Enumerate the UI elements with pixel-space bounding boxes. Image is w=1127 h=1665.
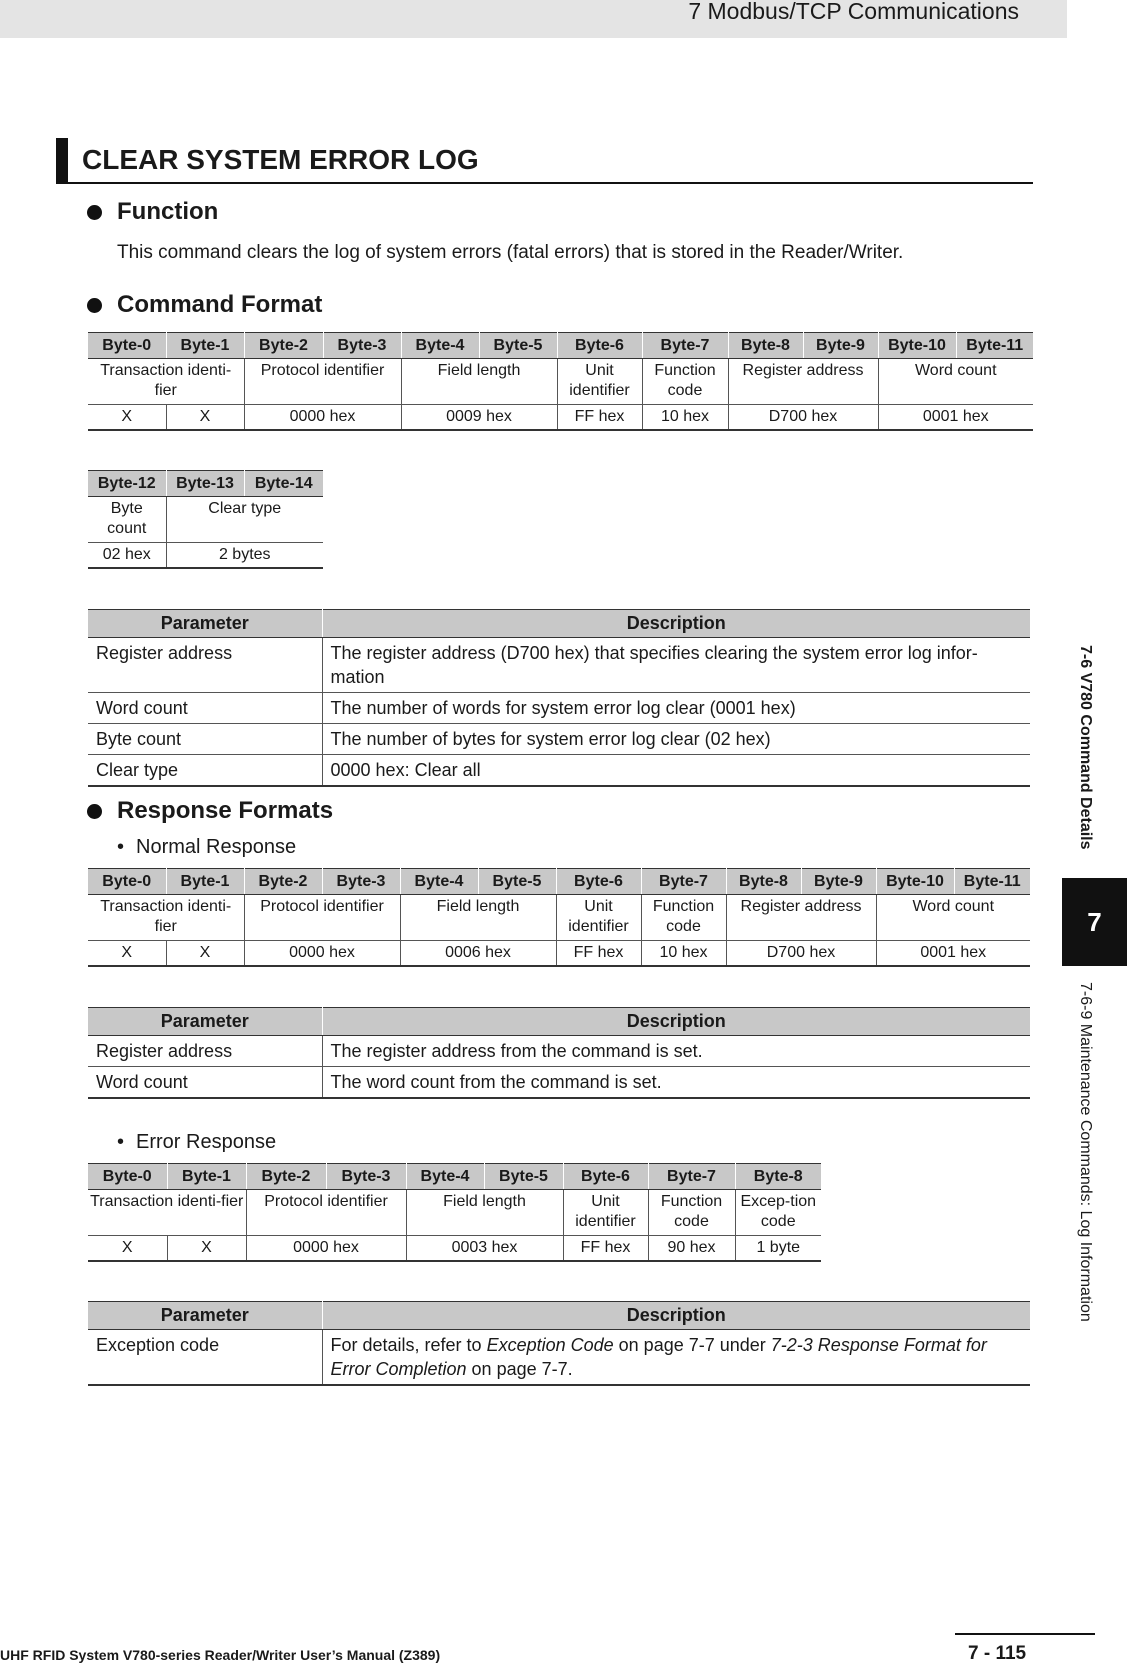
field-cell: Word count bbox=[876, 895, 1030, 941]
byte-header: Byte-6 bbox=[563, 1164, 648, 1190]
value-cell: 0000 hex bbox=[246, 1236, 406, 1262]
command-format-table-2 bbox=[88, 470, 323, 569]
byte-header: Byte-7 bbox=[642, 333, 728, 359]
byte-header: Byte-13 bbox=[166, 471, 244, 497]
param-name: Word count bbox=[88, 1067, 322, 1099]
value-cell: FF hex bbox=[557, 405, 642, 431]
value-cell: X bbox=[166, 941, 244, 967]
field-cell: Clear type bbox=[166, 497, 323, 543]
field-cell: Field length bbox=[401, 359, 557, 405]
param-header: Description bbox=[322, 1008, 1030, 1036]
param-desc: The number of bytes for system error log clear (02 hex) bbox=[322, 724, 1030, 755]
value-cell: 0001 hex bbox=[878, 405, 1033, 431]
field-cell: Protocol identifier bbox=[244, 895, 400, 941]
field-cell: Unit identifier bbox=[563, 1190, 648, 1236]
param-desc: The register address from the command is set. bbox=[322, 1036, 1030, 1067]
param-header: Parameter bbox=[88, 1302, 322, 1330]
field-row bbox=[88, 1190, 821, 1236]
value-cell: 0000 hex bbox=[244, 405, 401, 431]
param-header: Parameter bbox=[88, 1008, 322, 1036]
value-row bbox=[88, 543, 323, 569]
byte-header: Byte-3 bbox=[323, 333, 401, 359]
value-cell: 0006 hex bbox=[400, 941, 556, 967]
field-cell: Unit identifier bbox=[556, 895, 641, 941]
response-format-link: 7-2-3 Response Format for Error Completion bbox=[330, 1335, 987, 1379]
param-desc bbox=[322, 1330, 1030, 1386]
chapter-tab: 7 bbox=[1062, 878, 1127, 966]
param-name: Byte count bbox=[88, 724, 322, 755]
value-cell: D700 hex bbox=[728, 405, 878, 431]
normal-response-label: • Normal Response bbox=[117, 836, 297, 858]
field-cell: Word count bbox=[878, 359, 1033, 405]
value-cell: 1 byte bbox=[735, 1236, 821, 1262]
field-cell: Function code bbox=[641, 895, 726, 941]
bullet-dot-icon bbox=[87, 205, 102, 220]
desc-part: on page 7-7 under bbox=[613, 1335, 771, 1355]
field-cell: Excep-tion code bbox=[735, 1190, 821, 1236]
param-name: Exception code bbox=[88, 1330, 322, 1386]
field-cell: Register address bbox=[726, 895, 876, 941]
value-row bbox=[88, 941, 1030, 967]
param-name: Word count bbox=[88, 693, 322, 724]
param-header-row bbox=[88, 610, 1030, 638]
field-cell: Function code bbox=[648, 1190, 735, 1236]
value-cell: X bbox=[88, 1236, 167, 1262]
param-header: Description bbox=[322, 1302, 1030, 1330]
value-cell: 10 hex bbox=[642, 405, 728, 431]
field-cell: Protocol identifier bbox=[244, 359, 401, 405]
desc-part: on page 7-7. bbox=[466, 1359, 573, 1379]
param-desc: 0000 hex: Clear all bbox=[322, 755, 1030, 787]
response-formats-heading bbox=[87, 797, 333, 825]
byte-header: Byte-5 bbox=[478, 869, 556, 895]
byte-header: Byte-1 bbox=[167, 1164, 246, 1190]
param-header: Parameter bbox=[88, 610, 322, 638]
normal-response-parameter-table bbox=[88, 1007, 1030, 1099]
param-row bbox=[88, 1330, 1030, 1386]
param-row bbox=[88, 693, 1030, 724]
param-desc: The number of words for system error log clear (0001 hex) bbox=[322, 693, 1030, 724]
param-header-row bbox=[88, 1008, 1030, 1036]
byte-header: Byte-4 bbox=[401, 333, 479, 359]
value-cell: 0009 hex bbox=[401, 405, 557, 431]
byte-header: Byte-14 bbox=[244, 471, 323, 497]
byte-header: Byte-4 bbox=[406, 1164, 484, 1190]
param-row bbox=[88, 724, 1030, 755]
value-cell: 90 hex bbox=[648, 1236, 735, 1262]
field-cell: Field length bbox=[400, 895, 556, 941]
field-cell: Transaction identi-fier bbox=[88, 895, 244, 941]
byte-header-row bbox=[88, 1164, 821, 1190]
field-cell: Byte count bbox=[88, 497, 166, 543]
byte-header: Byte-1 bbox=[166, 869, 244, 895]
byte-header-row bbox=[88, 333, 1033, 359]
field-cell: Register address bbox=[728, 359, 878, 405]
field-row bbox=[88, 359, 1033, 405]
byte-header: Byte-2 bbox=[246, 1164, 326, 1190]
value-cell: 0000 hex bbox=[244, 941, 400, 967]
error-response-table bbox=[88, 1163, 821, 1262]
param-header-row bbox=[88, 1302, 1030, 1330]
param-name: Register address bbox=[88, 1036, 322, 1067]
command-parameter-table bbox=[88, 609, 1030, 787]
side-chapter-label: 7-6 V780 Command Details bbox=[1077, 645, 1094, 850]
byte-header: Byte-12 bbox=[88, 471, 166, 497]
field-cell: Field length bbox=[406, 1190, 563, 1236]
exception-code-link: Exception Code bbox=[486, 1335, 614, 1355]
footer-manual-title: UHF RFID System V780-series Reader/Writer User’s Manual (Z389) bbox=[0, 1647, 441, 1663]
side-section-label: 7-6-9 Maintenance Commands: Log Information bbox=[1077, 982, 1094, 1322]
value-cell: FF hex bbox=[556, 941, 641, 967]
value-cell: X bbox=[88, 941, 166, 967]
value-cell: X bbox=[166, 405, 244, 431]
response-formats-heading-label: Response Formats bbox=[117, 797, 334, 824]
byte-header: Byte-11 bbox=[956, 333, 1033, 359]
byte-header: Byte-1 bbox=[166, 333, 244, 359]
value-cell: 02 hex bbox=[88, 543, 166, 569]
byte-header: Byte-7 bbox=[641, 869, 726, 895]
byte-header: Byte-10 bbox=[878, 333, 956, 359]
byte-header: Byte-0 bbox=[88, 869, 166, 895]
byte-header: Byte-5 bbox=[484, 1164, 563, 1190]
value-cell: X bbox=[88, 405, 166, 431]
param-desc: The register address (D700 hex) that specifies clearing the system error log infor-mation bbox=[322, 638, 1030, 693]
byte-header: Byte-3 bbox=[322, 869, 400, 895]
byte-header: Byte-2 bbox=[244, 869, 322, 895]
error-response-text: Error Response bbox=[136, 1131, 277, 1153]
function-heading-label: Function bbox=[117, 198, 219, 225]
byte-header: Byte-10 bbox=[876, 869, 954, 895]
value-cell: 0003 hex bbox=[406, 1236, 563, 1262]
bullet-dot-icon bbox=[87, 298, 102, 313]
field-row bbox=[88, 497, 323, 543]
value-cell: 10 hex bbox=[641, 941, 726, 967]
param-row bbox=[88, 638, 1030, 693]
bullet-dot-icon bbox=[87, 804, 102, 819]
byte-header: Byte-5 bbox=[479, 333, 557, 359]
normal-response-table bbox=[88, 868, 1030, 967]
chapter-title: 7 Modbus/TCP Communications bbox=[688, 0, 1019, 24]
byte-header: Byte-8 bbox=[728, 333, 803, 359]
command-format-heading bbox=[87, 291, 322, 319]
byte-header: Byte-4 bbox=[400, 869, 478, 895]
param-name: Register address bbox=[88, 638, 322, 693]
byte-header: Byte-6 bbox=[556, 869, 641, 895]
byte-header-row bbox=[88, 471, 323, 497]
byte-header: Byte-6 bbox=[557, 333, 642, 359]
byte-header: Byte-8 bbox=[735, 1164, 821, 1190]
value-cell: D700 hex bbox=[726, 941, 876, 967]
param-header: Description bbox=[322, 610, 1030, 638]
command-format-heading-label: Command Format bbox=[117, 291, 323, 318]
value-cell: X bbox=[167, 1236, 246, 1262]
page-number: 7 - 115 bbox=[968, 1643, 1027, 1664]
byte-header: Byte-8 bbox=[726, 869, 801, 895]
param-row bbox=[88, 755, 1030, 787]
function-text: This command clears the log of system errors (fatal errors) that is stored in the Reader/Writer. bbox=[117, 242, 904, 263]
byte-header: Byte-9 bbox=[803, 333, 878, 359]
error-response-label: • Error Response bbox=[117, 1131, 277, 1153]
byte-header: Byte-7 bbox=[648, 1164, 735, 1190]
param-row bbox=[88, 1036, 1030, 1067]
error-response-parameter-table bbox=[88, 1301, 1030, 1386]
byte-header: Byte-2 bbox=[244, 333, 323, 359]
field-cell: Protocol identifier bbox=[246, 1190, 406, 1236]
byte-header: Byte-9 bbox=[801, 869, 876, 895]
field-cell: Function code bbox=[642, 359, 728, 405]
field-cell: Transaction identi-fier bbox=[88, 359, 244, 405]
param-name: Clear type bbox=[88, 755, 322, 787]
byte-header: Byte-0 bbox=[88, 333, 166, 359]
normal-response-text: Normal Response bbox=[136, 836, 297, 858]
field-row bbox=[88, 895, 1030, 941]
desc-part: For details, refer to bbox=[330, 1335, 487, 1355]
section-title: CLEAR SYSTEM ERROR LOG bbox=[56, 138, 1033, 184]
value-cell: FF hex bbox=[563, 1236, 648, 1262]
param-desc: The word count from the command is set. bbox=[322, 1067, 1030, 1099]
byte-header: Byte-3 bbox=[326, 1164, 406, 1190]
value-cell: 0001 hex bbox=[876, 941, 1030, 967]
byte-header: Byte-11 bbox=[954, 869, 1030, 895]
byte-header-row bbox=[88, 869, 1030, 895]
function-heading bbox=[87, 198, 218, 226]
value-row bbox=[88, 405, 1033, 431]
command-format-table bbox=[88, 332, 1033, 431]
param-row bbox=[88, 1067, 1030, 1099]
field-cell: Unit identifier bbox=[557, 359, 642, 405]
field-cell: Transaction identi-fier bbox=[88, 1190, 246, 1236]
value-cell: 2 bytes bbox=[166, 543, 323, 569]
value-row bbox=[88, 1236, 821, 1262]
byte-header: Byte-0 bbox=[88, 1164, 167, 1190]
footer-rule bbox=[955, 1633, 1095, 1635]
